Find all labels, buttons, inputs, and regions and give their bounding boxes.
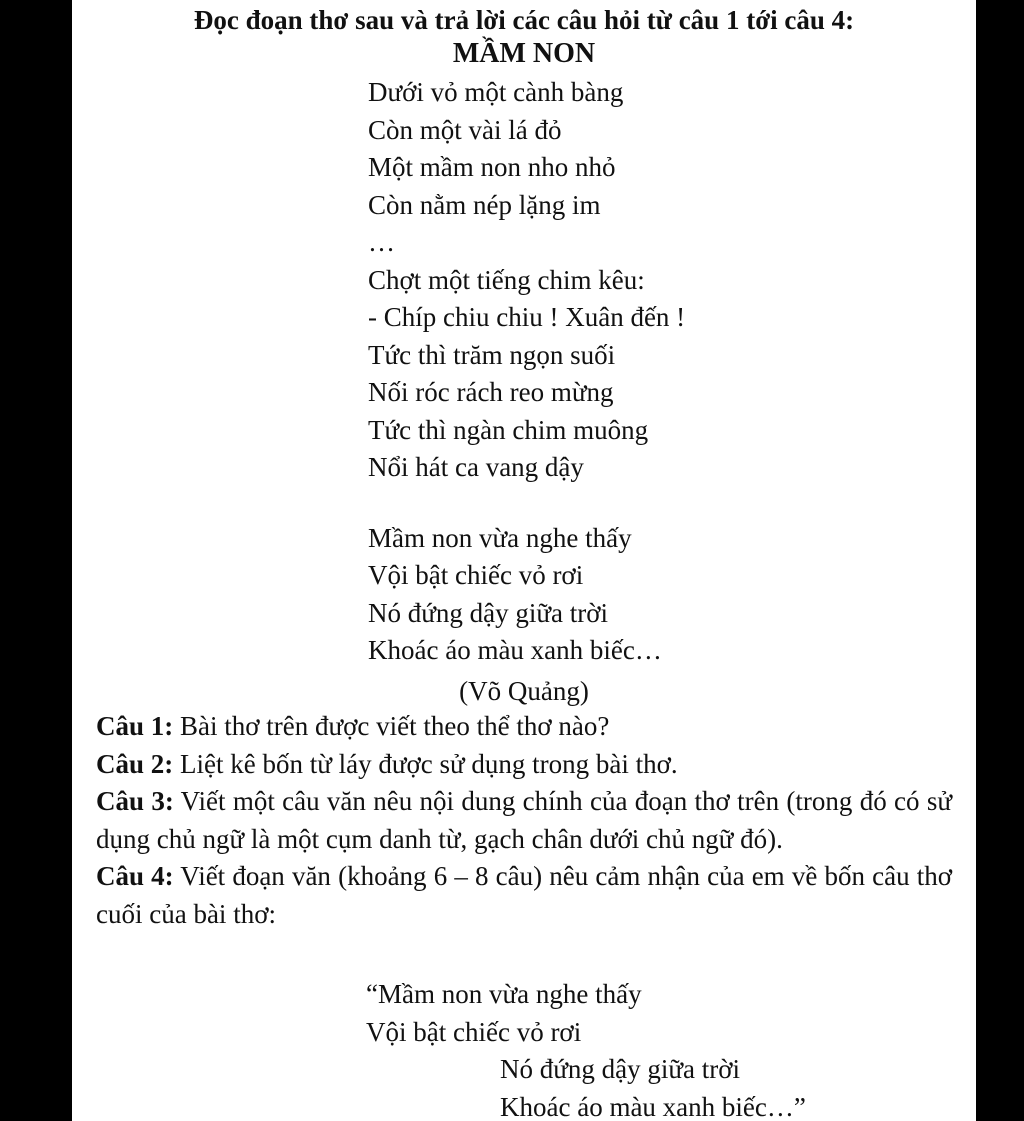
question-label: Câu 4: bbox=[96, 861, 174, 891]
poem-title: MẦM NON bbox=[452, 38, 596, 69]
poem-author: (Võ Quảng) bbox=[459, 676, 589, 706]
question-2 bbox=[96, 746, 952, 784]
question-text: Viết một câu văn nêu nội dung chính của đoạn thơ trên (trong đó có sử dụng chủ ngữ là một cụm danh từ, gạch chân dưới chủ ngữ đó). bbox=[96, 786, 952, 854]
question-3 bbox=[96, 783, 952, 858]
question-label: Câu 1: bbox=[96, 711, 174, 741]
document-page bbox=[72, 0, 976, 1121]
question-text: Bài thơ trên được viết theo thể thơ nào? bbox=[173, 711, 610, 741]
poem-ellipsis: … bbox=[368, 227, 395, 257]
question-text: Viết đoạn văn (khoảng 6 – 8 câu) nêu cảm nhận của em về bốn câu thơ cuối của bài thơ: bbox=[96, 861, 952, 929]
stanza-break bbox=[368, 487, 928, 520]
poem-body bbox=[368, 74, 928, 670]
quote-line: Vội bật chiếc vỏ rơi bbox=[366, 1016, 582, 1047]
quote-line: “Mầm non vừa nghe thấy bbox=[366, 979, 642, 1009]
poem-line: Nó đứng dậy giữa trời bbox=[368, 597, 609, 628]
question-4 bbox=[96, 858, 952, 933]
poem-line: Dưới vỏ một cành bàng bbox=[368, 77, 624, 107]
question-label: Câu 2: bbox=[96, 748, 174, 779]
poem-line: Nối róc rách reo mừng bbox=[368, 377, 614, 407]
poem-line: Tức thì ngàn chim muông bbox=[368, 414, 649, 445]
question-label: Câu 3: bbox=[96, 786, 174, 816]
question-list bbox=[96, 708, 952, 933]
quoted-stanza bbox=[72, 976, 976, 1121]
quote-line: Khoác áo màu xanh biếc…” bbox=[500, 1091, 806, 1121]
question-text: Liệt kê bốn từ láy được sử dụng trong bài thơ. bbox=[173, 748, 678, 779]
poem-line: Vội bật chiếc vỏ rơi bbox=[368, 560, 584, 590]
instruction-heading: Đọc đoạn thơ sau và trả lời các câu hỏi từ câu 1 tới câu 4: bbox=[193, 5, 855, 35]
poem-line: Một mầm non nho nhỏ bbox=[368, 152, 616, 182]
poem-line: Còn nằm nép lặng im bbox=[368, 189, 601, 220]
poem-line: Nổi hát ca vang dậy bbox=[368, 452, 584, 482]
poem-line: Mầm non vừa nghe thấy bbox=[368, 522, 632, 553]
quote-line: Nó đứng dậy giữa trời bbox=[500, 1054, 741, 1084]
poem-line: Chợt một tiếng chim kêu: bbox=[368, 264, 645, 295]
poem-line: Tức thì trăm ngọn suối bbox=[368, 339, 616, 370]
question-1 bbox=[96, 708, 952, 746]
poem-line: Còn một vài lá đỏ bbox=[368, 114, 562, 145]
poem-line: Khoác áo màu xanh biếc… bbox=[368, 635, 662, 665]
poem-line: - Chíp chiu chiu ! Xuân đến ! bbox=[368, 302, 686, 332]
